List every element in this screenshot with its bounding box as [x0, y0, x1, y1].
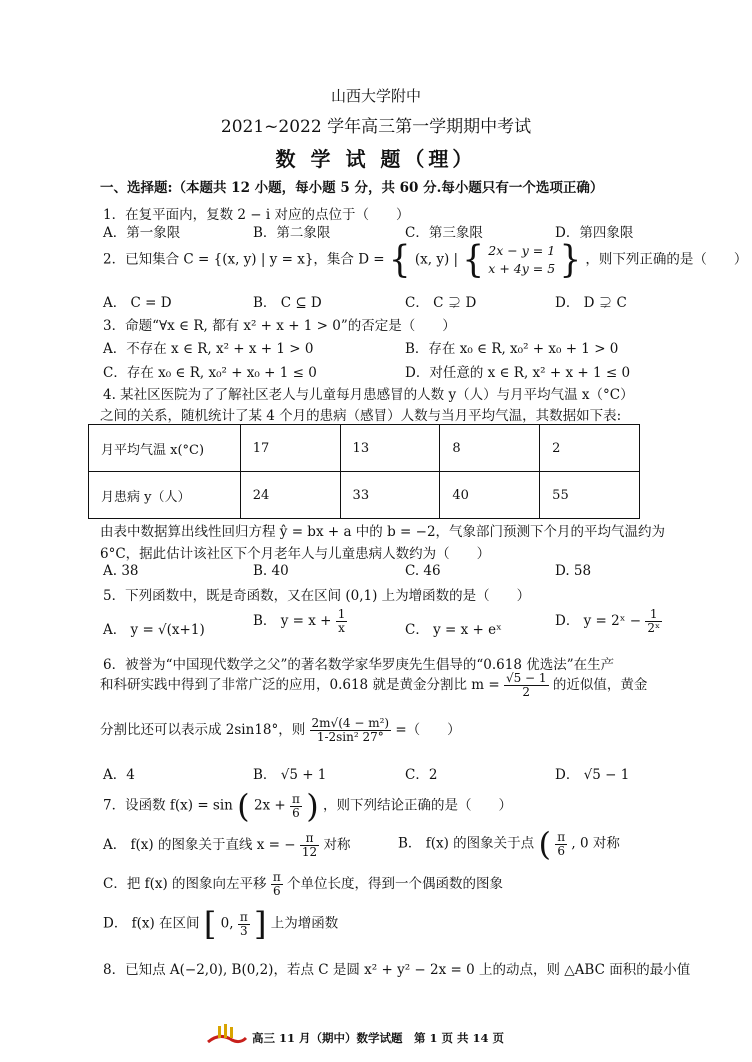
- fraction-numerator: 2m√(4 − m²): [311, 716, 390, 730]
- fraction-numerator: π: [239, 909, 248, 924]
- fraction-numerator: π: [272, 870, 281, 884]
- q5-option-c: C． y = x + eˣ: [405, 622, 502, 638]
- q5-option-b: [253, 608, 347, 635]
- q7-option-c: [103, 871, 503, 898]
- fraction-numerator: π: [557, 829, 566, 844]
- q2-eq2: x + 4y = 5: [488, 261, 556, 276]
- q2-set-prefix: (x, y) |: [414, 251, 459, 268]
- q6-golden-fraction: [504, 672, 549, 699]
- q3-option-a: A．不存在 x ∈ R, x² + x + 1 > 0: [103, 341, 314, 357]
- q1-stem: 1．在复平面内，复数 2 − i 对应的点位于（ ）: [103, 207, 410, 223]
- q2-left-brace: {: [388, 238, 411, 282]
- q5-option-b-pre: B． y = x +: [253, 613, 332, 629]
- school-logo-icon: [206, 1022, 248, 1046]
- q7-option-d-fraction: [238, 911, 250, 938]
- fraction-numerator: 1: [645, 608, 662, 622]
- table-cell: 55: [540, 472, 640, 519]
- q7-stem-post: ，则下列结论正确的是（ ）: [323, 797, 513, 814]
- q6-line2-post: 的近似值，黄金: [552, 677, 648, 693]
- fraction-denominator: 12: [301, 845, 318, 859]
- left-paren: (: [237, 787, 250, 825]
- fraction-denominator: 3: [239, 923, 248, 938]
- subject-title: 数 学 试 题（理）: [275, 147, 477, 171]
- q6-line1: 6．被誉为“中国现代数学之父”的著名数学家华罗庚先生倡导的“0.618 优选法”在生产: [103, 657, 615, 673]
- fraction-numerator: √5 − 1: [505, 671, 547, 685]
- q7-option-b-pre: B． f(x) 的图象关于点: [398, 835, 535, 852]
- table-cell: 33: [340, 472, 440, 519]
- q5-option-d-pre: D． y = 2ˣ −: [555, 613, 642, 629]
- q1-option-b: B．第二象限: [253, 225, 331, 241]
- q7-option-a-post: 对称: [323, 837, 351, 853]
- table-cell: 24: [240, 472, 340, 519]
- q8-stem: 8．已知点 A(−2,0), B(0,2)，若点 C 是圆 x² + y² − 2x = 0 上的动点，则 △ABC 面积的最小值: [103, 962, 691, 978]
- q2-option-b: B． C ⊆ D: [253, 295, 322, 311]
- q3-option-d: D．对任意的 x ∈ R, x² + x + 1 ≤ 0: [405, 365, 631, 381]
- table-cell: 13: [340, 425, 440, 472]
- q4-stem-line2: 之间的关系，随机统计了某 4 个月的患病（感冒）人数与当月平均气温，其数据如下表:: [100, 408, 622, 424]
- q7-option-c-fraction: [271, 871, 283, 898]
- q6-line3-pre: 分割比还可以表示成 2sin18°，则: [100, 722, 306, 738]
- q4-after-line2: 6°C，据此估计该社区下个月老年人与儿童患病人数约为（ ）: [100, 546, 491, 562]
- q7-option-b: [398, 825, 620, 863]
- q1-option-a: A．第一象限: [103, 225, 181, 241]
- q6-option-a: A．4: [103, 767, 135, 783]
- q7-option-d: [103, 905, 339, 943]
- fraction-numerator: 1: [337, 607, 346, 621]
- q7-option-a: [103, 832, 350, 859]
- q1-option-d: D．第四象限: [555, 225, 634, 241]
- q6-line2-pre: 和科研实践中得到了非常广泛的应用，0.618 就是黄金分割比 m =: [100, 677, 500, 693]
- fraction-denominator: x: [338, 621, 345, 635]
- page-footer: 高三 11 月（期中）数学试题 第 1 页 共 14 页: [252, 1031, 505, 1045]
- table-cell: 2: [540, 425, 640, 472]
- q7-stem: [103, 787, 513, 825]
- q3-stem: 3．命题“∀x ∈ R, 都有 x² + x + 1 > 0”的否定是（ ）: [103, 318, 456, 334]
- fraction-denominator: 6: [292, 805, 300, 820]
- q7-option-d-zero: 0,: [220, 915, 234, 932]
- q5-option-b-fraction: [336, 608, 348, 635]
- q4-after-line1: 由表中数据算出线性回归方程 ŷ = bx + a 中的 b = −2，气象部门预测下个月的平均气温约为: [100, 524, 666, 540]
- q5-option-d: [555, 608, 662, 635]
- q6-line2: [100, 672, 647, 699]
- table-cell: 40: [440, 472, 540, 519]
- table-row: [89, 472, 640, 519]
- q2-stem-b: ，则下列正确的是（ ）: [585, 251, 748, 268]
- q6-option-d: D． √5 − 1: [555, 767, 630, 783]
- table-cell: 8: [440, 425, 540, 472]
- q6-line3-post: =（ ）: [395, 722, 461, 738]
- q7-option-d-post: 上为增函数: [270, 915, 339, 932]
- q2-stem-a: 2．已知集合 C = {(x, y) | y = x}，集合 D =: [103, 251, 385, 268]
- fraction-denominator: 2ˣ: [647, 621, 661, 635]
- q2-system-brace: {: [462, 238, 484, 282]
- q4-data-table: [88, 424, 640, 519]
- fraction-numerator: π: [292, 791, 300, 806]
- school-name: 山西大学附中: [330, 87, 421, 105]
- table-cell: 17: [240, 425, 340, 472]
- q7-option-c-pre: C．把 f(x) 的图象向左平移: [103, 876, 267, 892]
- q5-option-d-fraction: [645, 608, 662, 635]
- table-row-header-temp: 月平均气温 x(°C): [89, 425, 241, 472]
- q6-option-b: B． √5 + 1: [253, 767, 327, 783]
- table-row: [89, 425, 640, 472]
- q7-stem-fraction: [290, 793, 302, 820]
- fraction-denominator: 2: [522, 685, 531, 699]
- q2-option-c: C． C ⊋ D: [405, 295, 477, 311]
- q5-stem: 5．下列函数中，既是奇函数，又在区间 (0,1) 上为增函数的是（ ）: [103, 588, 531, 604]
- q7-option-b-post: , 0 对称: [571, 835, 620, 852]
- q6-option-c: C．2: [405, 767, 438, 783]
- q7-stem-arg: 2x +: [253, 797, 286, 814]
- q7-option-a-pre: A． f(x) 的图象关于直线 x = −: [103, 837, 296, 853]
- q6-line3: [100, 717, 461, 744]
- fraction-denominator: 6: [557, 843, 565, 858]
- q5-option-a: A． y = √(x+1): [103, 622, 205, 638]
- fraction-denominator: 6: [272, 884, 281, 898]
- q4-option-b: B. 40: [253, 563, 289, 579]
- fraction-denominator: 1-2sin² 27°: [316, 730, 384, 744]
- q2-stem: [103, 238, 748, 282]
- fraction-numerator: π: [300, 832, 319, 846]
- q4-stem-line1: 4. 某社区医院为了了解社区老人与儿童每月患感冒的人数 y（人）与月平均气温 x（°C）: [103, 387, 634, 403]
- q4-option-c: C. 46: [405, 563, 441, 579]
- q3-option-b: B．存在 x₀ ∈ R, x₀² + x₀ + 1 > 0: [405, 341, 619, 357]
- q7-stem-pre: 7．设函数 f(x) = sin: [103, 797, 233, 814]
- q4-option-d: D. 58: [555, 563, 592, 579]
- q7-option-c-post: 个单位长度，得到一个偶函数的图象: [287, 876, 504, 892]
- q7-option-d-pre: D． f(x) 在区间: [103, 915, 200, 932]
- q6-expression-fraction: [310, 717, 392, 744]
- right-paren: ): [306, 787, 319, 825]
- right-bracket: ]: [254, 905, 267, 943]
- table-row-header-patients: 月患病 y（人）: [89, 472, 241, 519]
- q1-option-c: C．第三象限: [405, 225, 483, 241]
- q2-eq1: 2x − y = 1: [488, 243, 556, 258]
- q2-right-brace: }: [559, 238, 582, 282]
- left-bracket: [: [203, 905, 217, 943]
- q2-equation-system: [488, 242, 555, 278]
- exam-title: 2021~2022 学年高三第一学期期中考试: [220, 117, 532, 137]
- q4-option-a: A. 38: [103, 563, 139, 579]
- section-heading: 一、选择题:（本题共 12 小题，每小题 5 分，共 60 分.每小题只有一个选项正确）: [100, 180, 604, 196]
- q2-option-d: D． D ⊋ C: [555, 295, 627, 311]
- q2-option-a: A． C = D: [103, 295, 172, 311]
- q7-option-b-fraction: [555, 831, 567, 858]
- q7-option-a-fraction: [300, 832, 319, 859]
- left-paren: (: [538, 825, 551, 863]
- q3-option-c: C．存在 x₀ ∈ R, x₀² + x₀ + 1 ≤ 0: [103, 365, 317, 381]
